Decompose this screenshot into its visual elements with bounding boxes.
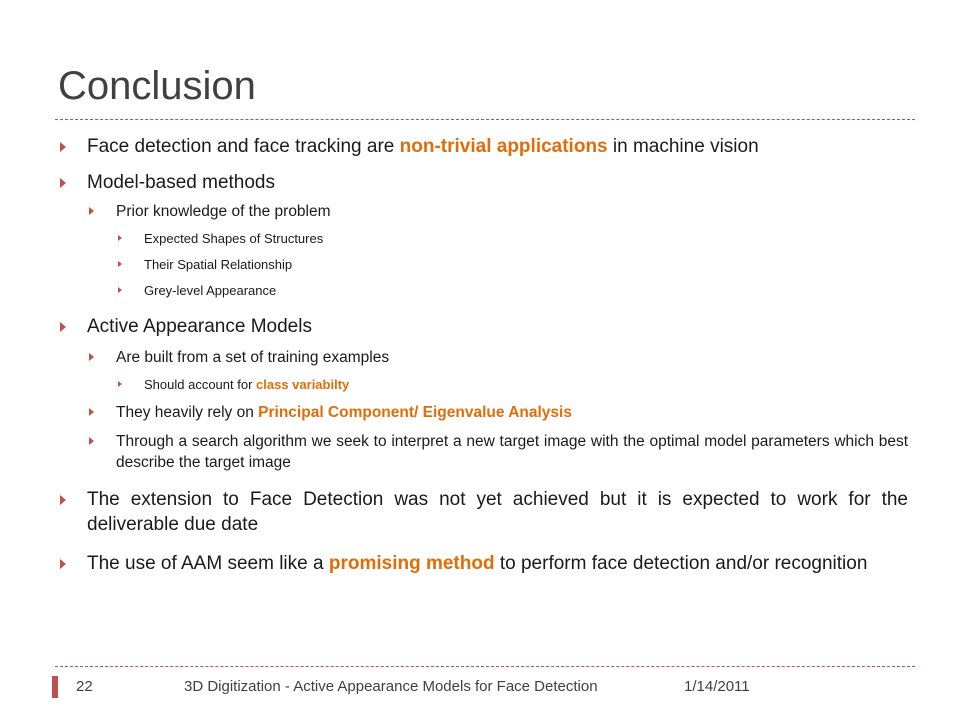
bullet-text: Model-based methods bbox=[87, 172, 275, 193]
highlight-text: Principal Component/ Eigenvalue Analysis bbox=[258, 404, 572, 421]
bullet-item bbox=[60, 551, 908, 576]
bullet-arrow-icon bbox=[60, 322, 66, 332]
highlight-text: class variabilty bbox=[256, 377, 350, 392]
bullet-text: Through a search algorithm we seek to interpret a new target image with the optimal model parameters which best describe the target image bbox=[116, 433, 908, 471]
highlight-text: non-trivial applications bbox=[399, 136, 608, 157]
bullet-arrow-icon bbox=[118, 381, 122, 387]
bullet-text: Prior knowledge of the problem bbox=[116, 203, 331, 220]
slide-title: Conclusion bbox=[58, 64, 256, 108]
bullet-item bbox=[60, 487, 908, 537]
bullet-text: Are built from a set of training examples bbox=[116, 349, 390, 366]
page-number: 22 bbox=[76, 678, 93, 695]
bullet-arrow-icon bbox=[60, 495, 66, 505]
bullet-text: Should account for class variabilty bbox=[144, 377, 350, 392]
bullet-arrow-icon bbox=[118, 261, 122, 267]
footer-caption: 3D Digitization - Active Appearance Models for Face Detection bbox=[184, 678, 598, 695]
bullet-arrow-icon bbox=[89, 207, 94, 215]
sub-sub-bullet-item bbox=[60, 256, 908, 274]
bullet-arrow-icon bbox=[60, 178, 66, 188]
bullet-item bbox=[60, 134, 908, 159]
sub-sub-bullet-item bbox=[60, 230, 908, 248]
footer-marker bbox=[52, 676, 58, 698]
bullet-arrow-icon bbox=[89, 353, 94, 361]
bullet-text: Active Appearance Models bbox=[87, 316, 312, 337]
bullet-arrow-icon bbox=[89, 437, 94, 445]
bullet-item bbox=[60, 170, 908, 195]
bullet-arrow-icon bbox=[118, 287, 122, 293]
bullet-arrow-icon bbox=[60, 559, 66, 569]
bullet-text: The extension to Face Detection was not yet achieved but it is expected to work for the deliverable due date bbox=[87, 489, 908, 535]
bullet-text: Their Spatial Relationship bbox=[144, 257, 293, 272]
bullet-text: Expected Shapes of Structures bbox=[144, 231, 324, 246]
sub-sub-bullet-item bbox=[60, 376, 908, 394]
bullet-arrow-icon bbox=[89, 408, 94, 416]
sub-bullet-item bbox=[60, 201, 908, 222]
sub-bullet-item bbox=[60, 402, 908, 423]
bullet-text: The use of AAM seem like a promising method to perform face detection and/or recognition bbox=[87, 553, 868, 574]
footer-divider bbox=[55, 666, 915, 667]
bullet-list bbox=[60, 134, 908, 576]
bullet-text: They heavily rely on Principal Component/ Eigenvalue Analysis bbox=[116, 404, 572, 421]
footer-date: 1/14/2011 bbox=[684, 678, 750, 695]
bullet-arrow-icon bbox=[118, 235, 122, 241]
bullet-item bbox=[60, 314, 908, 339]
sub-bullet-item bbox=[60, 431, 908, 473]
title-divider bbox=[55, 119, 915, 120]
sub-bullet-item bbox=[60, 347, 908, 368]
highlight-text: promising method bbox=[328, 553, 495, 574]
bullet-text: Grey-level Appearance bbox=[144, 283, 277, 298]
sub-sub-bullet-item bbox=[60, 282, 908, 300]
bullet-arrow-icon bbox=[60, 142, 66, 152]
bullet-text: Face detection and face tracking are non-trivial applications in machine vision bbox=[87, 136, 759, 157]
